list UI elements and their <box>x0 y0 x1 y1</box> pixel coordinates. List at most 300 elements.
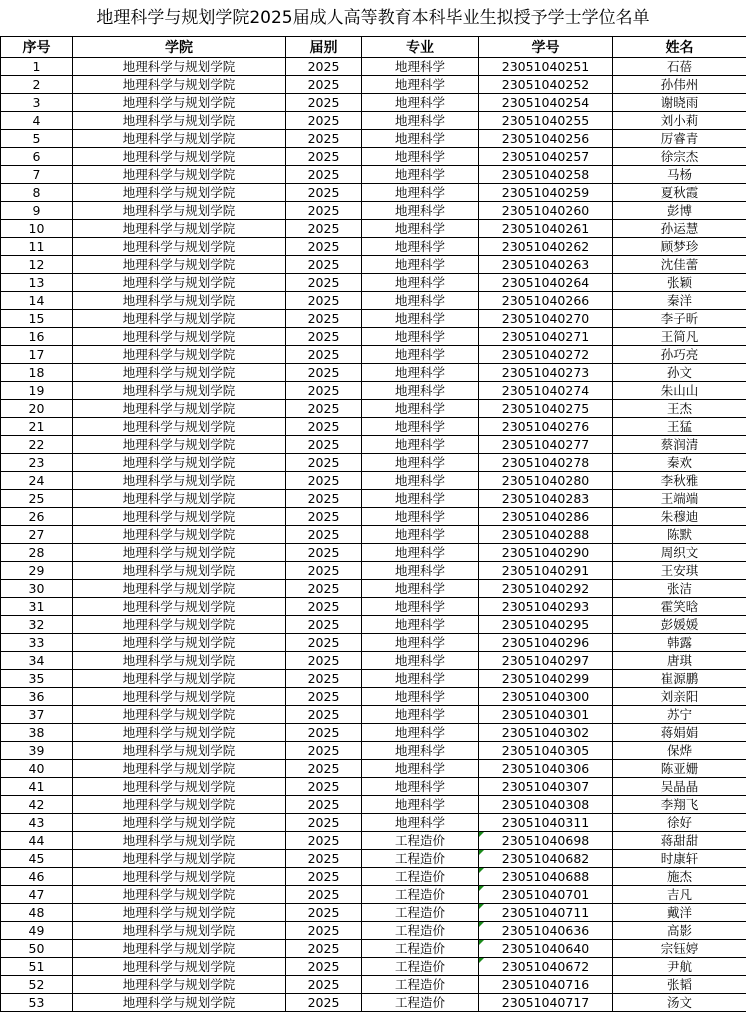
cell-college: 地理科学与规划学院 <box>73 112 286 130</box>
cell-major: 地理科学 <box>362 94 479 112</box>
cell-index: 13 <box>1 274 73 292</box>
cell-class-year: 2025 <box>286 994 362 1012</box>
cell-college: 地理科学与规划学院 <box>73 670 286 688</box>
cell-student-id <box>479 778 613 796</box>
cell-index: 20 <box>1 400 73 418</box>
student-id-text: 23051040698 <box>502 833 589 848</box>
column-header-index: 序号 <box>1 37 73 58</box>
table-row <box>1 562 746 580</box>
cell-class-year: 2025 <box>286 346 362 364</box>
student-id-text: 23051040280 <box>502 473 589 488</box>
table-row <box>1 598 746 616</box>
cell-class-year: 2025 <box>286 868 362 886</box>
cell-major: 地理科学 <box>362 796 479 814</box>
column-header-name: 姓名 <box>613 37 746 58</box>
cell-student-id <box>479 256 613 274</box>
cell-major: 地理科学 <box>362 58 479 76</box>
cell-name: 谢晓雨 <box>613 94 746 112</box>
cell-college: 地理科学与规划学院 <box>73 976 286 994</box>
cell-name: 朱山山 <box>613 382 746 400</box>
cell-student-id <box>479 364 613 382</box>
cell-major: 地理科学 <box>362 724 479 742</box>
cell-college: 地理科学与规划学院 <box>73 562 286 580</box>
cell-index: 36 <box>1 688 73 706</box>
student-id-text: 23051040672 <box>502 959 589 974</box>
cell-major: 地理科学 <box>362 148 479 166</box>
cell-index: 25 <box>1 490 73 508</box>
cell-major: 地理科学 <box>362 112 479 130</box>
cell-college: 地理科学与规划学院 <box>73 148 286 166</box>
table-row <box>1 634 746 652</box>
cell-student-id <box>479 292 613 310</box>
table-row <box>1 886 746 904</box>
cell-name: 唐琪 <box>613 652 746 670</box>
cell-name: 韩露 <box>613 634 746 652</box>
cell-class-year: 2025 <box>286 328 362 346</box>
student-id-text: 23051040297 <box>502 653 589 668</box>
cell-name: 夏秋霞 <box>613 184 746 202</box>
cell-class-year: 2025 <box>286 634 362 652</box>
cell-major: 工程造价 <box>362 958 479 976</box>
cell-college: 地理科学与规划学院 <box>73 454 286 472</box>
cell-college: 地理科学与规划学院 <box>73 202 286 220</box>
cell-class-year: 2025 <box>286 526 362 544</box>
cell-index: 53 <box>1 994 73 1012</box>
cell-major: 工程造价 <box>362 850 479 868</box>
student-id-text: 23051040263 <box>502 257 589 272</box>
cell-college: 地理科学与规划学院 <box>73 418 286 436</box>
student-id-text: 23051040291 <box>502 563 589 578</box>
cell-index: 39 <box>1 742 73 760</box>
student-id-text: 23051040254 <box>502 95 589 110</box>
cell-student-id <box>479 670 613 688</box>
cell-college: 地理科学与规划学院 <box>73 958 286 976</box>
cell-class-year: 2025 <box>286 148 362 166</box>
student-id-text: 23051040688 <box>502 869 589 884</box>
cell-error-indicator-icon <box>479 832 484 837</box>
cell-major: 地理科学 <box>362 418 479 436</box>
cell-college: 地理科学与规划学院 <box>73 688 286 706</box>
cell-name: 孙巧亮 <box>613 346 746 364</box>
table-row <box>1 742 746 760</box>
cell-class-year: 2025 <box>286 508 362 526</box>
cell-index: 2 <box>1 76 73 94</box>
cell-major: 工程造价 <box>362 904 479 922</box>
cell-major: 地理科学 <box>362 544 479 562</box>
cell-index: 19 <box>1 382 73 400</box>
cell-class-year: 2025 <box>286 256 362 274</box>
cell-name: 陈默 <box>613 526 746 544</box>
student-id-text: 23051040305 <box>502 743 589 758</box>
cell-index: 4 <box>1 112 73 130</box>
cell-student-id <box>479 184 613 202</box>
student-id-text: 23051040296 <box>502 635 589 650</box>
cell-index: 30 <box>1 580 73 598</box>
cell-error-indicator-icon <box>479 904 484 909</box>
cell-class-year: 2025 <box>286 76 362 94</box>
cell-class-year: 2025 <box>286 220 362 238</box>
cell-college: 地理科学与规划学院 <box>73 292 286 310</box>
cell-name: 陈亚姗 <box>613 760 746 778</box>
cell-class-year: 2025 <box>286 310 362 328</box>
cell-name: 顾梦珍 <box>613 238 746 256</box>
cell-index: 38 <box>1 724 73 742</box>
table-row <box>1 976 746 994</box>
cell-major: 地理科学 <box>362 760 479 778</box>
cell-college: 地理科学与规划学院 <box>73 940 286 958</box>
cell-class-year: 2025 <box>286 922 362 940</box>
student-id-text: 23051040640 <box>502 941 589 956</box>
cell-name: 刘亲阳 <box>613 688 746 706</box>
table-row <box>1 994 746 1012</box>
cell-major: 地理科学 <box>362 814 479 832</box>
cell-name: 霍笑晗 <box>613 598 746 616</box>
student-id-text: 23051040275 <box>502 401 589 416</box>
page-title: 地理科学与规划学院2025届成人高等教育本科毕业生拟授予学士学位名单 <box>0 0 746 36</box>
cell-student-id <box>479 724 613 742</box>
cell-name: 施杰 <box>613 868 746 886</box>
cell-class-year: 2025 <box>286 886 362 904</box>
student-id-text: 23051040717 <box>502 995 589 1010</box>
cell-major: 地理科学 <box>362 328 479 346</box>
cell-index: 8 <box>1 184 73 202</box>
cell-name: 尹航 <box>613 958 746 976</box>
cell-student-id <box>479 436 613 454</box>
cell-college: 地理科学与规划学院 <box>73 256 286 274</box>
cell-college: 地理科学与规划学院 <box>73 184 286 202</box>
cell-index: 49 <box>1 922 73 940</box>
cell-major: 地理科学 <box>362 562 479 580</box>
table-row <box>1 184 746 202</box>
cell-error-indicator-icon <box>479 922 484 927</box>
cell-class-year: 2025 <box>286 166 362 184</box>
cell-college: 地理科学与规划学院 <box>73 472 286 490</box>
cell-class-year: 2025 <box>286 94 362 112</box>
cell-class-year: 2025 <box>286 742 362 760</box>
cell-major: 地理科学 <box>362 184 479 202</box>
table-row <box>1 454 746 472</box>
cell-error-indicator-icon <box>479 850 484 855</box>
cell-class-year: 2025 <box>286 688 362 706</box>
table-row <box>1 400 746 418</box>
cell-name: 孙文 <box>613 364 746 382</box>
cell-class-year: 2025 <box>286 184 362 202</box>
cell-college: 地理科学与规划学院 <box>73 760 286 778</box>
cell-name: 朱穆迪 <box>613 508 746 526</box>
cell-student-id <box>479 238 613 256</box>
cell-student-id <box>479 382 613 400</box>
cell-college: 地理科学与规划学院 <box>73 724 286 742</box>
cell-index: 34 <box>1 652 73 670</box>
cell-student-id <box>479 796 613 814</box>
student-id-text: 23051040682 <box>502 851 589 866</box>
cell-college: 地理科学与规划学院 <box>73 868 286 886</box>
cell-name: 王杰 <box>613 400 746 418</box>
table-row <box>1 310 746 328</box>
table-row <box>1 436 746 454</box>
cell-student-id <box>479 76 613 94</box>
table-row <box>1 868 746 886</box>
table-row <box>1 58 746 76</box>
cell-student-id <box>479 220 613 238</box>
cell-name: 保烨 <box>613 742 746 760</box>
student-id-text: 23051040293 <box>502 599 589 614</box>
cell-class-year: 2025 <box>286 472 362 490</box>
cell-name: 秦洋 <box>613 292 746 310</box>
table-row <box>1 274 746 292</box>
cell-college: 地理科学与规划学院 <box>73 652 286 670</box>
student-id-text: 23051040295 <box>502 617 589 632</box>
cell-class-year: 2025 <box>286 904 362 922</box>
cell-college: 地理科学与规划学院 <box>73 796 286 814</box>
cell-college: 地理科学与规划学院 <box>73 706 286 724</box>
cell-class-year: 2025 <box>286 616 362 634</box>
cell-name: 秦欢 <box>613 454 746 472</box>
table-row <box>1 652 746 670</box>
cell-name: 高影 <box>613 922 746 940</box>
cell-college: 地理科学与规划学院 <box>73 904 286 922</box>
cell-major: 地理科学 <box>362 76 479 94</box>
cell-college: 地理科学与规划学院 <box>73 850 286 868</box>
cell-major: 工程造价 <box>362 976 479 994</box>
cell-major: 工程造价 <box>362 922 479 940</box>
cell-index: 40 <box>1 760 73 778</box>
cell-index: 35 <box>1 670 73 688</box>
table-row <box>1 958 746 976</box>
cell-error-indicator-icon <box>479 958 484 963</box>
cell-index: 21 <box>1 418 73 436</box>
cell-student-id <box>479 634 613 652</box>
cell-index: 32 <box>1 616 73 634</box>
cell-major: 工程造价 <box>362 940 479 958</box>
cell-class-year: 2025 <box>286 598 362 616</box>
table-row <box>1 616 746 634</box>
cell-college: 地理科学与规划学院 <box>73 310 286 328</box>
cell-college: 地理科学与规划学院 <box>73 778 286 796</box>
cell-name: 马杨 <box>613 166 746 184</box>
cell-student-id <box>479 958 613 976</box>
table-row <box>1 778 746 796</box>
table-row <box>1 256 746 274</box>
table-header-row <box>1 37 746 58</box>
cell-index: 12 <box>1 256 73 274</box>
cell-student-id <box>479 418 613 436</box>
cell-student-id <box>479 580 613 598</box>
table-row <box>1 238 746 256</box>
cell-student-id <box>479 472 613 490</box>
student-id-text: 23051040311 <box>502 815 589 830</box>
student-id-text: 23051040258 <box>502 167 589 182</box>
cell-name: 石蓓 <box>613 58 746 76</box>
cell-index: 46 <box>1 868 73 886</box>
cell-student-id <box>479 868 613 886</box>
cell-college: 地理科学与规划学院 <box>73 886 286 904</box>
student-id-text: 23051040277 <box>502 437 589 452</box>
cell-college: 地理科学与规划学院 <box>73 220 286 238</box>
cell-index: 7 <box>1 166 73 184</box>
cell-name: 蔡润清 <box>613 436 746 454</box>
table-row <box>1 688 746 706</box>
cell-student-id <box>479 508 613 526</box>
cell-major: 地理科学 <box>362 310 479 328</box>
cell-name: 徐好 <box>613 814 746 832</box>
cell-name: 苏宁 <box>613 706 746 724</box>
student-id-text: 23051040711 <box>502 905 589 920</box>
cell-index: 16 <box>1 328 73 346</box>
student-id-text: 23051040276 <box>502 419 589 434</box>
cell-index: 52 <box>1 976 73 994</box>
cell-name: 厉睿青 <box>613 130 746 148</box>
table-row <box>1 292 746 310</box>
table-row <box>1 580 746 598</box>
cell-index: 18 <box>1 364 73 382</box>
cell-name: 王简凡 <box>613 328 746 346</box>
cell-student-id <box>479 490 613 508</box>
cell-student-id <box>479 886 613 904</box>
table-row <box>1 130 746 148</box>
cell-class-year: 2025 <box>286 832 362 850</box>
cell-college: 地理科学与规划学院 <box>73 634 286 652</box>
cell-index: 1 <box>1 58 73 76</box>
cell-student-id <box>479 598 613 616</box>
cell-name: 吴晶晶 <box>613 778 746 796</box>
cell-college: 地理科学与规划学院 <box>73 94 286 112</box>
cell-class-year: 2025 <box>286 652 362 670</box>
cell-student-id <box>479 814 613 832</box>
cell-student-id <box>479 706 613 724</box>
cell-class-year: 2025 <box>286 202 362 220</box>
cell-index: 22 <box>1 436 73 454</box>
cell-index: 17 <box>1 346 73 364</box>
cell-index: 31 <box>1 598 73 616</box>
cell-college: 地理科学与规划学院 <box>73 346 286 364</box>
cell-major: 地理科学 <box>362 490 479 508</box>
cell-index: 48 <box>1 904 73 922</box>
table-row <box>1 112 746 130</box>
cell-student-id <box>479 562 613 580</box>
table-row <box>1 706 746 724</box>
cell-student-id <box>479 274 613 292</box>
cell-class-year: 2025 <box>286 724 362 742</box>
cell-error-indicator-icon <box>479 940 484 945</box>
table-row <box>1 850 746 868</box>
cell-college: 地理科学与规划学院 <box>73 238 286 256</box>
table-row <box>1 346 746 364</box>
cell-student-id <box>479 976 613 994</box>
table-row <box>1 940 746 958</box>
cell-college: 地理科学与规划学院 <box>73 400 286 418</box>
column-header-college: 学院 <box>73 37 286 58</box>
student-id-text: 23051040302 <box>502 725 589 740</box>
student-id-text: 23051040290 <box>502 545 589 560</box>
cell-name: 蒋甜甜 <box>613 832 746 850</box>
cell-index: 24 <box>1 472 73 490</box>
table-row <box>1 166 746 184</box>
cell-major: 工程造价 <box>362 868 479 886</box>
cell-class-year: 2025 <box>286 976 362 994</box>
cell-major: 地理科学 <box>362 706 479 724</box>
cell-student-id <box>479 400 613 418</box>
cell-name: 沈佳蕾 <box>613 256 746 274</box>
degree-list-table <box>0 36 746 1012</box>
cell-index: 27 <box>1 526 73 544</box>
cell-student-id <box>479 130 613 148</box>
cell-name: 张颖 <box>613 274 746 292</box>
cell-college: 地理科学与规划学院 <box>73 508 286 526</box>
cell-major: 地理科学 <box>362 616 479 634</box>
cell-index: 9 <box>1 202 73 220</box>
student-id-text: 23051040283 <box>502 491 589 506</box>
cell-class-year: 2025 <box>286 562 362 580</box>
cell-class-year: 2025 <box>286 778 362 796</box>
cell-index: 11 <box>1 238 73 256</box>
cell-class-year: 2025 <box>286 112 362 130</box>
cell-major: 地理科学 <box>362 688 479 706</box>
cell-student-id <box>479 202 613 220</box>
cell-major: 地理科学 <box>362 220 479 238</box>
cell-student-id <box>479 994 613 1012</box>
student-id-text: 23051040252 <box>502 77 589 92</box>
student-id-text: 23051040256 <box>502 131 589 146</box>
cell-error-indicator-icon <box>479 868 484 873</box>
cell-major: 地理科学 <box>362 364 479 382</box>
student-id-text: 23051040270 <box>502 311 589 326</box>
cell-student-id <box>479 904 613 922</box>
table-row <box>1 76 746 94</box>
cell-class-year: 2025 <box>286 670 362 688</box>
student-id-text: 23051040300 <box>502 689 589 704</box>
cell-class-year: 2025 <box>286 400 362 418</box>
cell-index: 28 <box>1 544 73 562</box>
cell-college: 地理科学与规划学院 <box>73 166 286 184</box>
cell-student-id <box>479 742 613 760</box>
cell-major: 地理科学 <box>362 346 479 364</box>
table-row <box>1 490 746 508</box>
table-row <box>1 544 746 562</box>
cell-college: 地理科学与规划学院 <box>73 580 286 598</box>
cell-college: 地理科学与规划学院 <box>73 832 286 850</box>
table-row <box>1 220 746 238</box>
cell-college: 地理科学与规划学院 <box>73 742 286 760</box>
cell-class-year: 2025 <box>286 580 362 598</box>
cell-major: 地理科学 <box>362 598 479 616</box>
cell-name: 戴洋 <box>613 904 746 922</box>
cell-college: 地理科学与规划学院 <box>73 328 286 346</box>
cell-class-year: 2025 <box>286 130 362 148</box>
cell-college: 地理科学与规划学院 <box>73 130 286 148</box>
cell-name: 李秋雅 <box>613 472 746 490</box>
cell-major: 地理科学 <box>362 166 479 184</box>
student-id-text: 23051040266 <box>502 293 589 308</box>
cell-index: 14 <box>1 292 73 310</box>
cell-student-id <box>479 832 613 850</box>
cell-index: 37 <box>1 706 73 724</box>
cell-student-id <box>479 310 613 328</box>
table-row <box>1 328 746 346</box>
cell-major: 地理科学 <box>362 130 479 148</box>
table-row <box>1 796 746 814</box>
table-row <box>1 94 746 112</box>
table-row <box>1 904 746 922</box>
table-row <box>1 202 746 220</box>
cell-major: 地理科学 <box>362 238 479 256</box>
cell-student-id <box>479 616 613 634</box>
student-id-text: 23051040288 <box>502 527 589 542</box>
column-header-class-year: 届别 <box>286 37 362 58</box>
cell-name: 孙运慧 <box>613 220 746 238</box>
cell-major: 工程造价 <box>362 994 479 1012</box>
cell-index: 43 <box>1 814 73 832</box>
